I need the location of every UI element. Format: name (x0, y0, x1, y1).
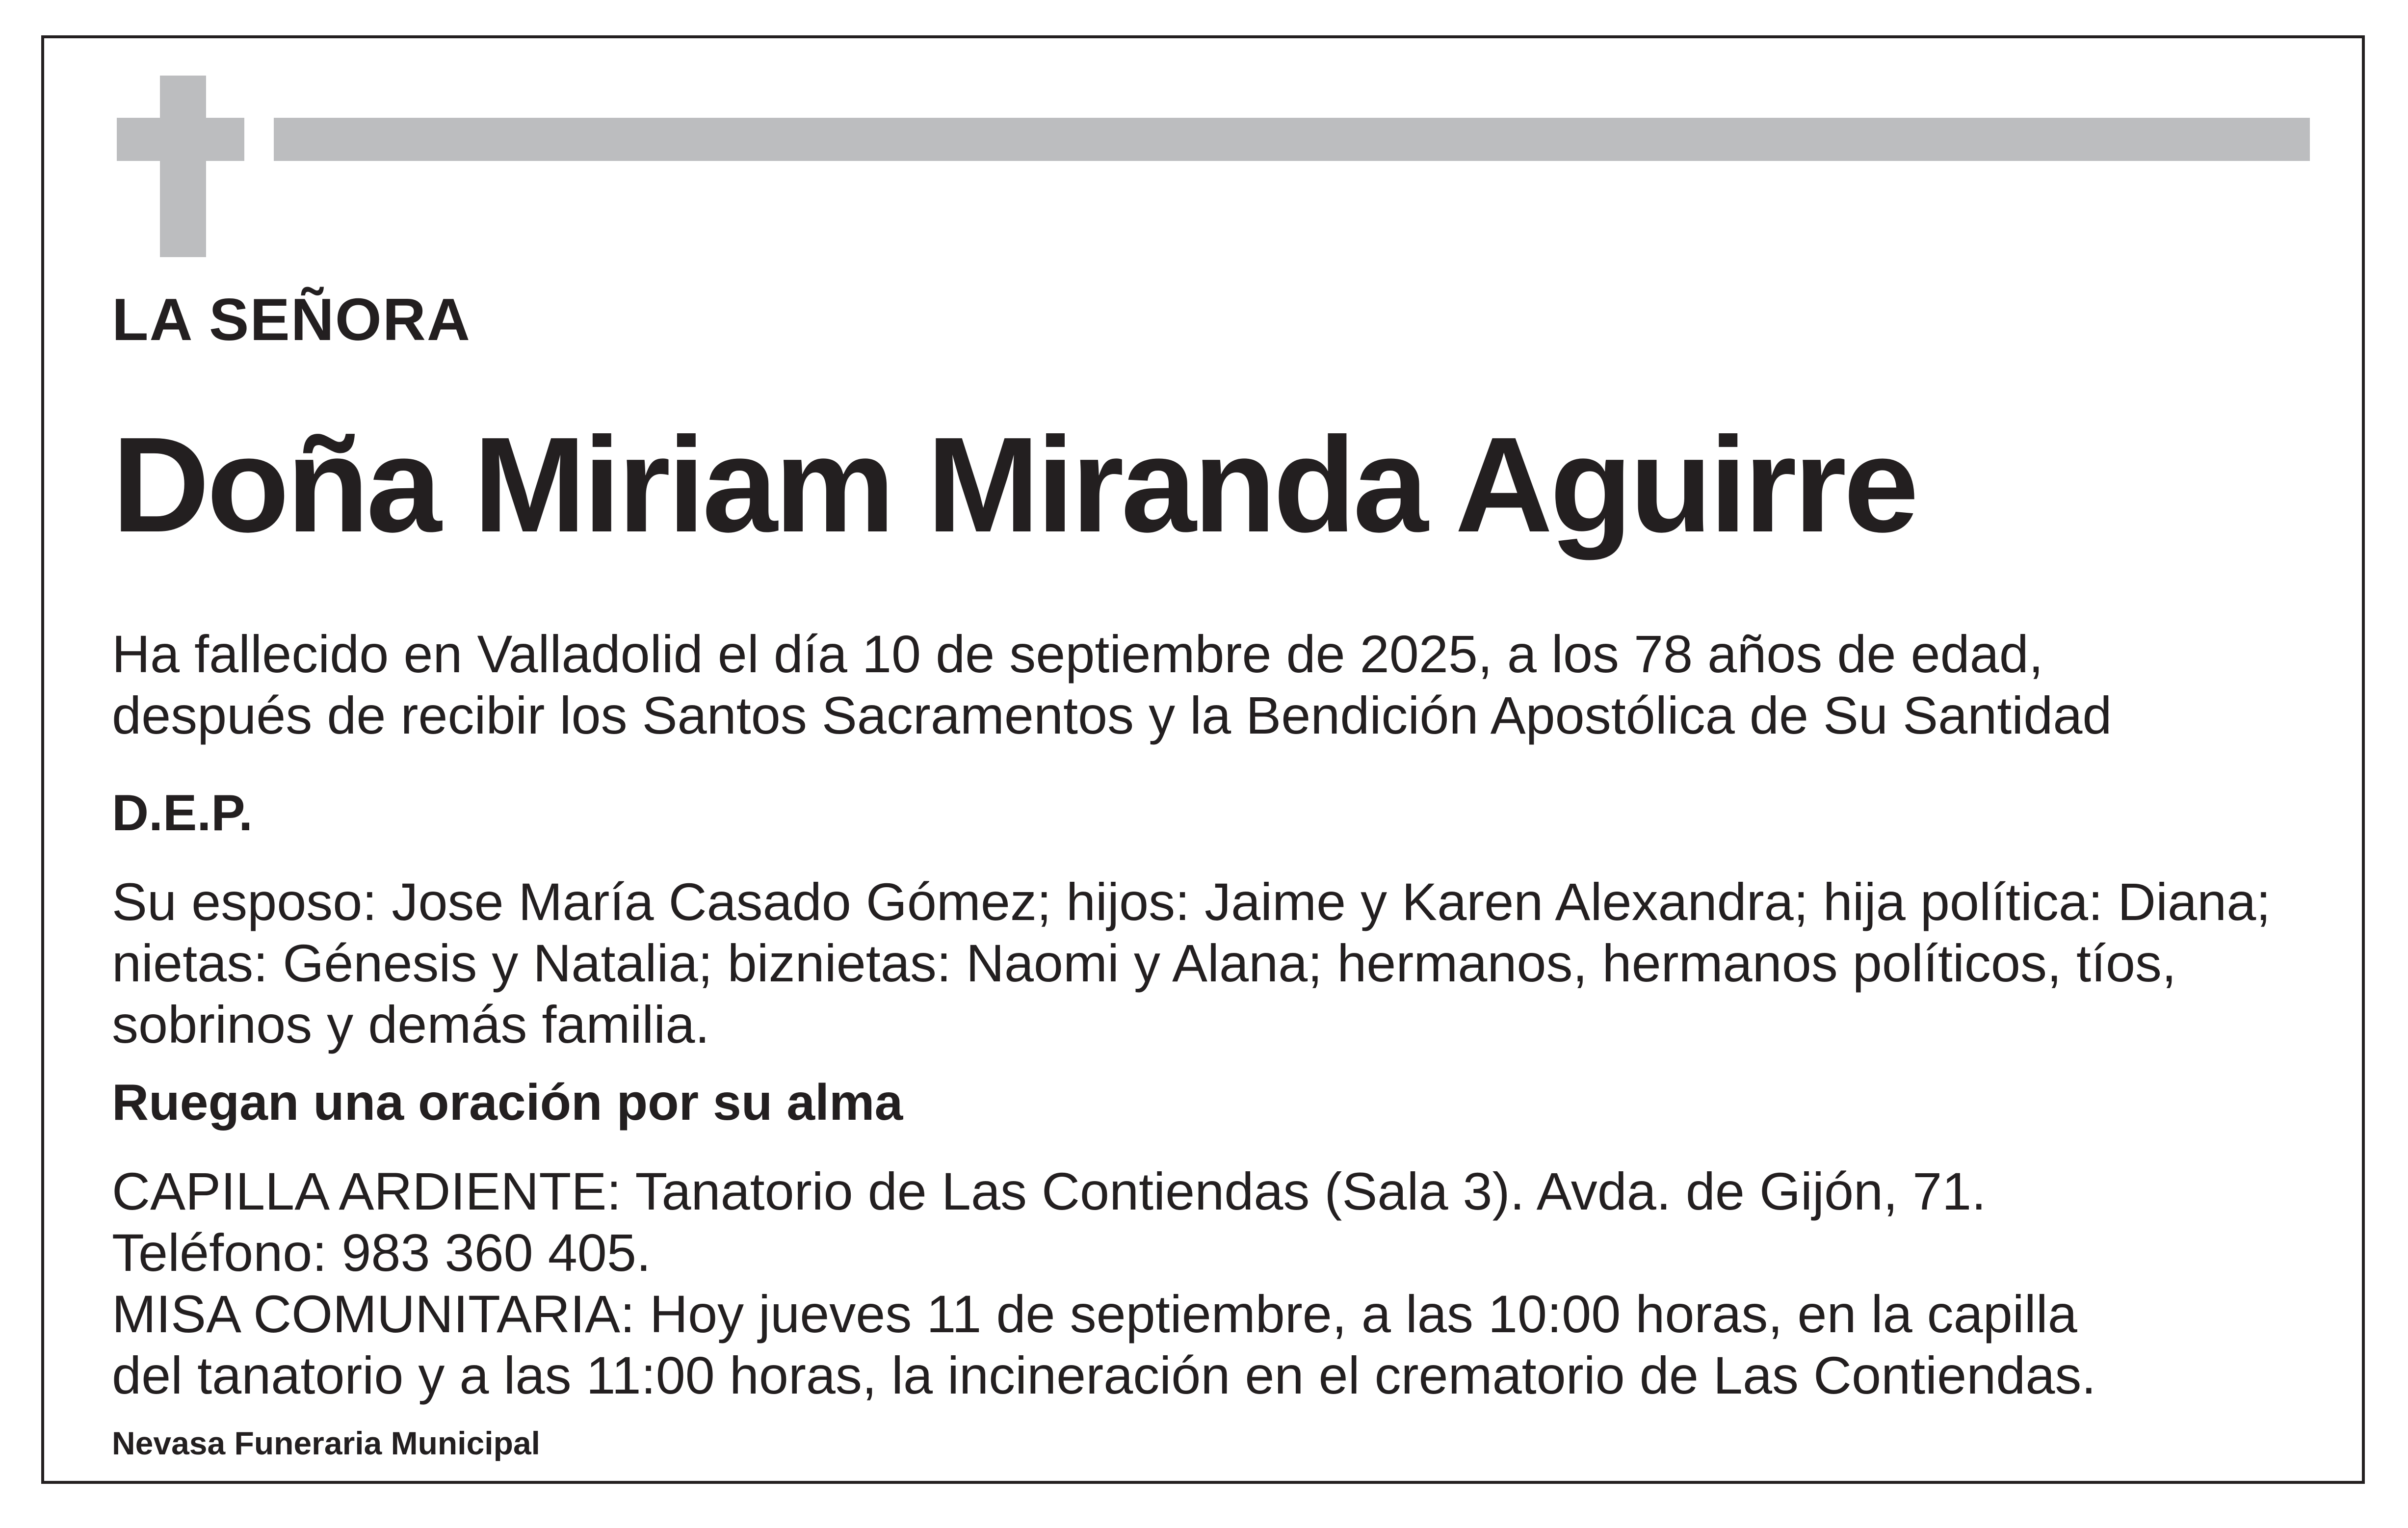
service-line: MISA COMUNITARIA: Hoy jueves 11 de septiembre, a las 10:00 horas, en la capilla (112, 1284, 2077, 1344)
deceased-name: Doña Miriam Miranda Aguirre (112, 409, 1916, 560)
service-line: Teléfono: 983 360 405. (112, 1223, 651, 1282)
funeral-home-name: Nevasa Funeraria Municipal (112, 1425, 540, 1461)
announcement-paragraph (112, 623, 2112, 746)
family-line: sobrinos y demás familia. (112, 995, 710, 1054)
family-line: nietas: Génesis y Natalia; biznietas: Naomi y Alana; hermanos, hermanos políticos, tíos, (112, 933, 2177, 993)
cross-icon (160, 76, 206, 257)
service-line: del tanatorio y a las 11:00 horas, la incineración en el crematorio de Las Contiendas. (112, 1345, 2096, 1405)
service-line: CAPILLA ARDIENTE: Tanatorio de Las Contiendas (Sala 3). Avda. de Gijón, 71. (112, 1161, 1987, 1221)
service-paragraph (112, 1160, 2096, 1406)
prayer-request: Ruegan una oración por su alma (112, 1074, 903, 1131)
dep-label: D.E.P. (112, 785, 253, 842)
family-line: Su esposo: Jose María Casado Gómez; hijos: Jaime y Karen Alexandra; hija política: Diana; (112, 872, 2271, 931)
cross-icon-arm (117, 118, 244, 161)
announcement-line: después de recibir los Santos Sacramentos y la Bendición Apostólica de Su Santidad (112, 685, 2112, 745)
title-prefix: LA SEÑORA (112, 286, 471, 353)
header-rule (274, 118, 2310, 161)
announcement-line: Ha fallecido en Valladolid el día 10 de septiembre de 2025, a los 78 años de edad, (112, 624, 2043, 684)
family-paragraph (112, 871, 2271, 1055)
